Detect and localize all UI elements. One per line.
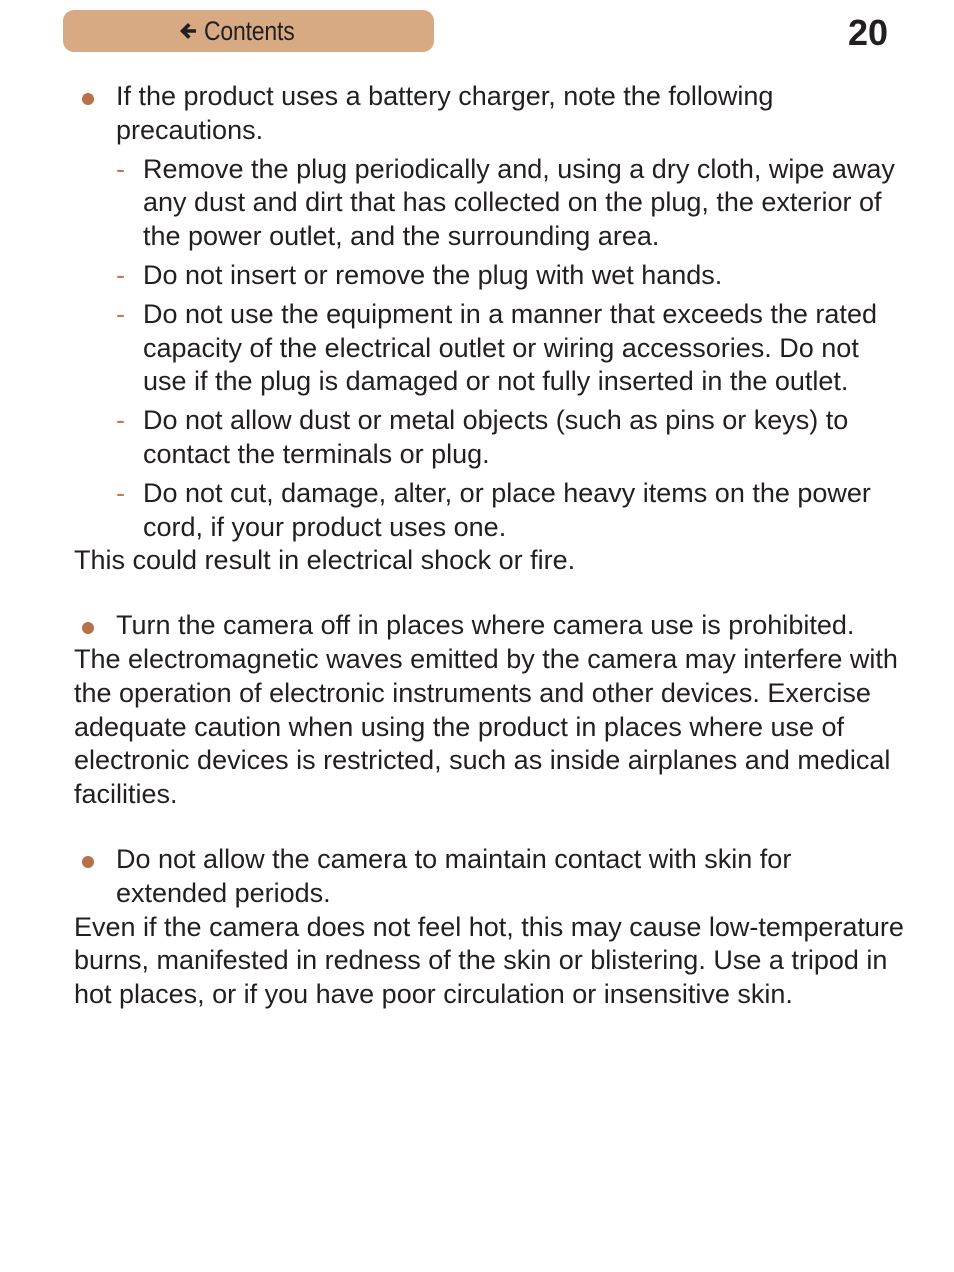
sub-item-text: Remove the plug periodically and, using a dry cloth, wipe away any dust and dirt that has collected on the plug, the exterior of the power outlet, and the surrounding area. bbox=[143, 153, 895, 252]
bullet-text: If the product uses a battery charger, note the following precautions. bbox=[116, 81, 774, 145]
contents-button-inner bbox=[178, 16, 310, 47]
sub-item-text: Do not use the equipment in a manner that exceeds the rated capacity of the electrical outlet or wiring accessories. Do not use if the plug is damaged or not fully inserted in the outlet. bbox=[143, 298, 877, 397]
bullet-item-camera-off bbox=[74, 609, 904, 643]
sub-item-rated-capacity bbox=[74, 298, 904, 399]
bullet-text: Do not allow the camera to maintain contact with skin for extended periods. bbox=[116, 843, 792, 908]
contents-button[interactable] bbox=[63, 10, 434, 52]
section-spacer bbox=[74, 812, 904, 843]
bullet-dot-icon bbox=[82, 856, 94, 868]
dash-marker: - bbox=[116, 405, 125, 436]
bullet-dot-icon bbox=[82, 93, 94, 105]
contents-label: Contents bbox=[204, 15, 295, 46]
bullet-dot-icon bbox=[82, 622, 94, 634]
note-low-temperature-burns: Even if the camera does not feel hot, this may cause low-temperature burns, manifested in redness of the skin or blistering. Use a tripod in hot places, or if you have poor circulation or insensitive skin. bbox=[74, 911, 904, 1010]
sub-item-power-cord bbox=[74, 477, 904, 545]
sub-item-remove-plug bbox=[74, 153, 904, 254]
sub-item-dust-metal bbox=[74, 404, 904, 472]
sub-item-text: Do not insert or remove the plug with wet hands. bbox=[143, 259, 723, 290]
dash-marker: - bbox=[116, 153, 125, 184]
sub-item-text: Do not allow dust or metal objects (such as pins or keys) to contact the terminals or plug. bbox=[143, 405, 849, 469]
bullet-item-skin-contact bbox=[74, 843, 904, 911]
sub-item-wet-hands bbox=[74, 259, 904, 293]
dash-marker: - bbox=[116, 477, 125, 508]
section-spacer bbox=[74, 578, 904, 609]
note-electromagnetic-waves: The electromagnetic waves emitted by the camera may interfere with the operation of electronic instruments and other devices. Exercise adequate caution when using the product in places where use of electronic devices is restricted, such as inside airplanes and medical facilities. bbox=[74, 643, 898, 810]
precaution-sub-list bbox=[74, 153, 904, 545]
bullet-item-battery-charger bbox=[74, 80, 904, 148]
sub-item-text: Do not cut, damage, alter, or place heavy items on the power cord, if your product uses one. bbox=[143, 477, 871, 542]
note-electrical-shock: This could result in electrical shock or fire. bbox=[74, 545, 576, 576]
document-body bbox=[74, 80, 904, 1012]
arrow-left-icon bbox=[178, 21, 198, 41]
dash-marker: - bbox=[116, 298, 125, 329]
dash-marker: - bbox=[116, 259, 125, 290]
page-number: 20 bbox=[847, 12, 888, 53]
bullet-text: Turn the camera off in places where camera use is prohibited. bbox=[116, 610, 855, 641]
